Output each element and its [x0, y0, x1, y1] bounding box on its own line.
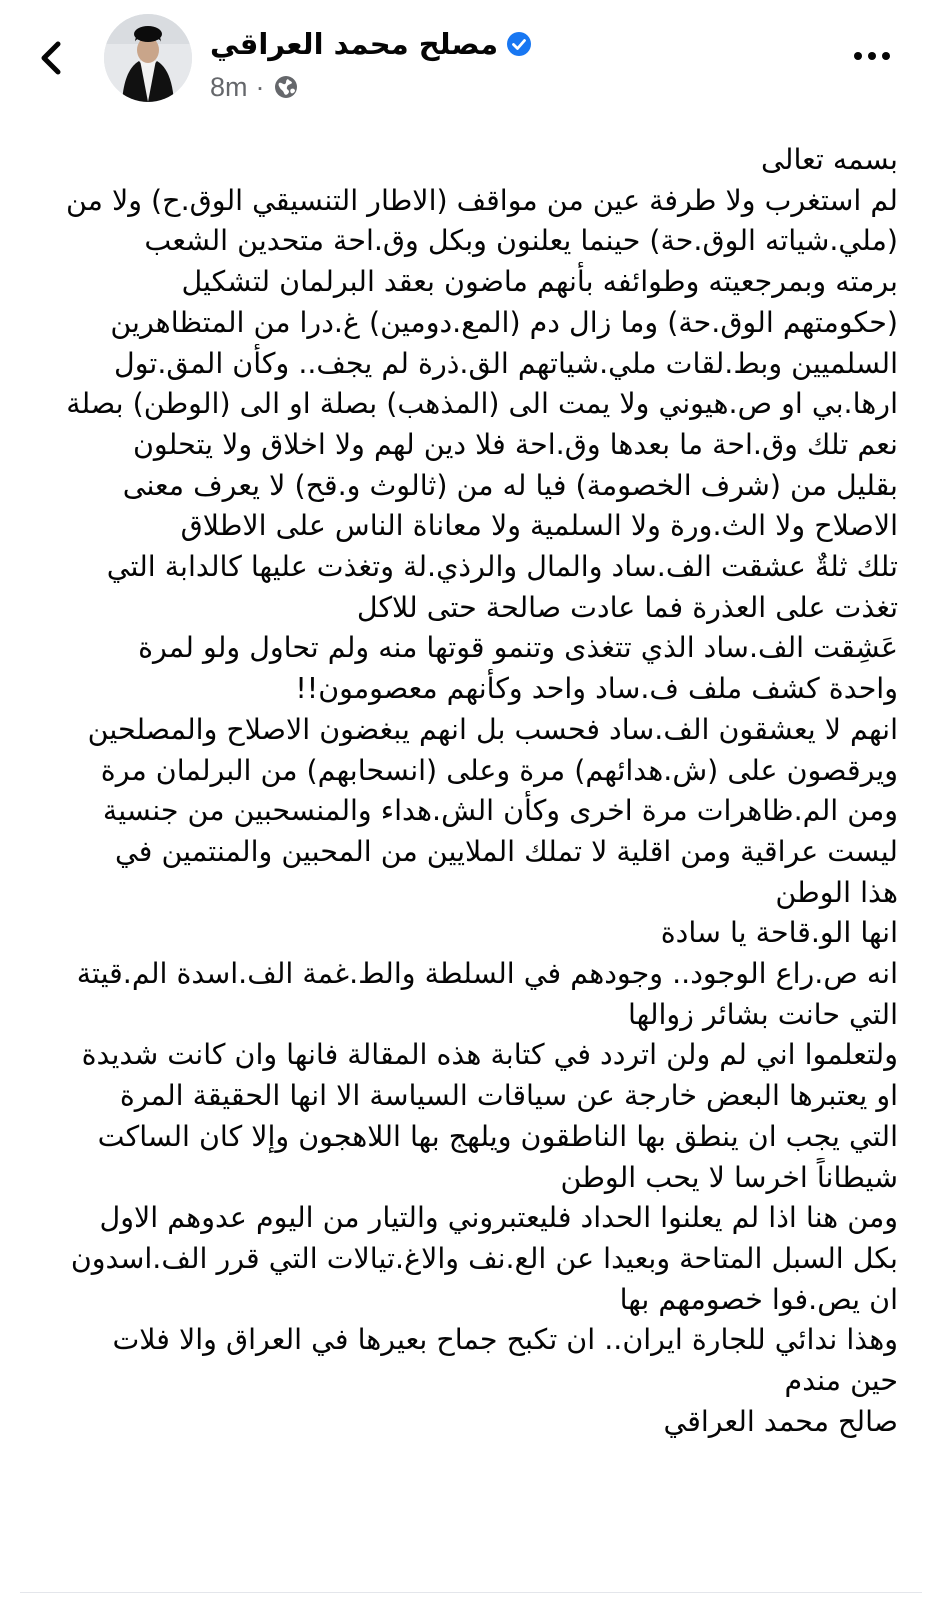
post-text-line: بقليل من (شرف الخصومة) فيا له من (ثالوث و.قح) لا يعرف معنى — [122, 468, 898, 502]
post-meta — [210, 70, 299, 104]
divider — [20, 1592, 922, 1593]
post-text-line: حين مندم — [784, 1364, 898, 1398]
more-horizontal-icon — [852, 46, 892, 66]
post-text-line: صالح محمد العراقي — [663, 1404, 898, 1438]
post-text-line: ليست عراقية ومن اقلية لا تملك الملايين من المحبين والمنتمين في — [115, 834, 898, 868]
post-text-line: ان يص.فوا خصومهم بها — [619, 1282, 898, 1316]
avatar[interactable] — [104, 14, 192, 102]
author-row — [210, 22, 532, 66]
post-text-line: عَشِقت الف.ساد الذي تتغذى وتنمو قوتها منه ولم تحاول ولو لمرة — [138, 631, 898, 665]
post-text-line: شيطاناً اخرسا لا يحب الوطن — [560, 1160, 898, 1194]
author-name[interactable]: مصلح محمد العراقي — [210, 27, 499, 61]
post-text-line: انه ص.راع الوجود.. وجودهم في السلطة والط.غمة الف.اسدة الم.قيتة — [76, 957, 898, 991]
post-text-line: هذا الوطن — [775, 875, 898, 909]
post-text-line: نعم تلك وق.احة ما بعدها وق.احة فلا دين لهم ولا اخلاق ولا يتحلون — [133, 427, 898, 461]
post-text-line: ويرقصون على (ش.هدائهم) مرة وعلى (انسحابهم) من البرلمان مرة — [100, 753, 898, 787]
post-text-line: السلميين وبط.لقات ملي.شياتهم الق.ذرة لم يجف.. وكأن المق.تول — [113, 346, 898, 380]
post-timestamp[interactable]: 8m — [210, 71, 248, 102]
post-text-line: الاصلاح ولا الث.ورة ولا السلمية ولا معاناة الناس على الاطلاق — [180, 509, 898, 543]
post-text-line: لم استغرب ولا طرفة عين من مواقف (الاطار التنسيقي الوق.ح) ولا من — [65, 183, 898, 217]
more-options-button[interactable] — [852, 46, 892, 66]
post-text-line: ومن الم.ظاهرات مرة اخرى وكأن الش.هداء والمنسحبين من جنسية — [102, 794, 898, 828]
post-text-line: بسمه تعالى — [761, 143, 898, 176]
post-text-line: ارها.بي او ص.هيوني ولا يمت الى (المذهب) بصلة او الى (الوطن) بصلة — [66, 387, 898, 421]
post-text-line: وهذا ندائي للجارة ايران.. ان تكبح جماح بعيرها في العراق والا فلات — [112, 1323, 898, 1357]
post-text-line: انهم لا يعشقون الف.ساد فحسب بل انهم يبغضون الاصلاح والمصلحين — [87, 712, 898, 746]
post-text-line: بكل السبل المتاحة وبعيدا عن الع.نف والاغ.تيالات التي قرر الف.اسدون — [70, 1241, 898, 1275]
post-text-line: انها الو.قاحة يا سادة — [660, 916, 898, 950]
post-header — [0, 0, 942, 120]
post-text-line: تغذت على العذرة فما عادت صالحة حتى للاكل — [356, 590, 898, 624]
chevron-left-icon — [36, 38, 68, 78]
verified-badge-icon — [506, 31, 532, 57]
profile-photo — [104, 14, 192, 102]
post-text-line: التي حانت بشائر زوالها — [628, 997, 898, 1031]
post-text-line: ومن هنا اذا لم يعلنوا الحداد فليعتبروني والتيار من اليوم عدوهم الاول — [99, 1201, 898, 1235]
meta-separator: · — [255, 71, 265, 102]
post-text-line: ولتعلموا اني لم ولن اتردد في كتابة هذه المقالة فانها وان كانت شديدة — [81, 1038, 898, 1072]
post-text-line: تلك ثلةٌ عشقت الف.ساد والمال والرذي.لة وتغذت عليها كالدابة التي — [106, 550, 898, 584]
post-text-line: (ملي.شياته الوق.حة) حينما يعلنون وبكل وق.احة متحدين الشعب — [144, 224, 898, 258]
post-text-line: او يعتبرها البعض خارجة عن سياقات السياسة الا انها الحقيقة المرة — [119, 1079, 898, 1113]
post-text-line: واحدة كشف ملف ف.ساد واحد وكأنهم معصومون!! — [295, 672, 898, 706]
post-text-line: برمته وبمرجعيته وطوائفه بأنهم ماضون بعقد البرلمان لتشكيل — [181, 265, 898, 299]
globe-icon — [273, 74, 299, 100]
post-text — [20, 140, 898, 1443]
back-button[interactable] — [36, 38, 68, 78]
post-text-line: التي يجب ان ينطق بها الناطقون ويلهج بها اللاهجون وإلا كان الساكت — [97, 1119, 898, 1153]
post-text-line: (حكومتهم الوق.حة) وما زال دم (المع.دومين) غ.درا من المتظاهرين — [110, 305, 898, 339]
